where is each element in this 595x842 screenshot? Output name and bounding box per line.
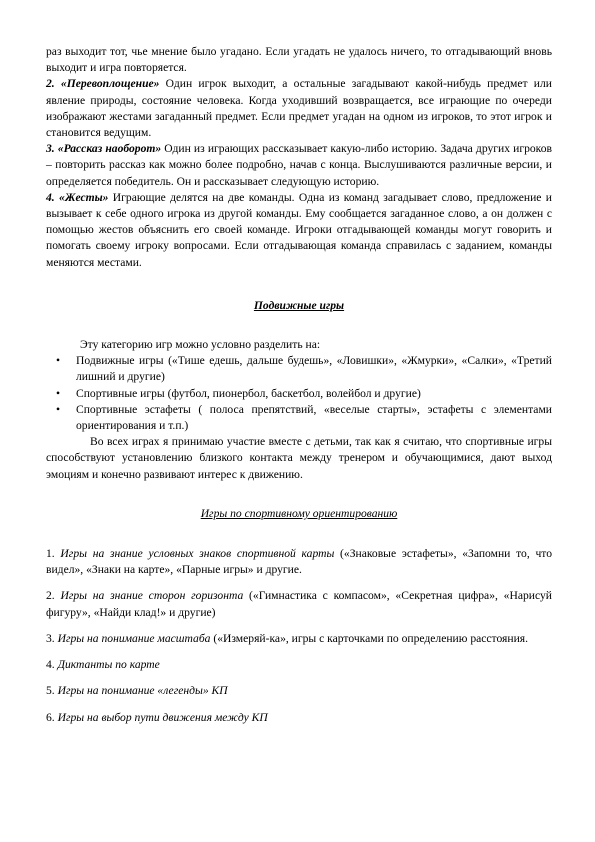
bullet-icon: • — [56, 402, 61, 416]
orienteering-list — [46, 546, 552, 726]
list-item: 6. Игры на выбор пути движения между КП — [46, 710, 268, 724]
list-item: 5. Игры на понимание «легенды» КП — [46, 684, 228, 698]
section-heading-mobile-games: Подвижные игры — [253, 298, 345, 312]
game-perevoploshchenie — [46, 76, 552, 141]
list-item: • Подвижные игры («Тише едешь, дальше будешь», «Ловишки», «Жмурки», «Салки», «Третий лишний и другие) — [56, 354, 552, 384]
game-text: Один игрок выходит, а остальные загадывают какой-нибудь предмет или явление природы, состояние человека. Когда уходивший возвращается, все играющие по очереди изображают жестами загаданный предмет. Если предмет угадан на одном из игроков, то этот игрок и становится ведущим. — [46, 77, 552, 140]
bullet-icon: • — [56, 354, 61, 368]
list-item: 2. Игры на знание сторон горизонта («Гимнастика с компасом», «Секретная цифра», «Нарисуй фигуру», «Найди клад!» и другие) — [46, 589, 552, 619]
document-page — [46, 44, 552, 726]
game-text: Играющие делятся на две команды. Одна из команд загадывает слово, предложение и вызывает к себе одного игрока из другой команды. Ему сообщается загаданное слово, а он должен с помощью жестов объяснить его своей команде. Игроки отгадывающей команды могут говорить и помогать своему игроку вопросами. Если отгадывающая команда справилась с заданием, команды меняются местами. — [46, 190, 552, 269]
intro-text: Эту категорию игр можно условно разделить на: — [80, 338, 321, 352]
bullet-icon: • — [56, 386, 61, 400]
paragraph-all-games: Во всех играх я принимаю участие вместе с детьми, так как я считаю, что спортивные игры способствуют установлению близкого контакта между тренером и обучающимися, дают выход эмоциям и конечно развивают интерес к движению. — [46, 435, 552, 481]
list-item: 4. Диктанты по карте — [46, 658, 160, 672]
game-title: 3. «Рассказ наоборот» — [46, 142, 162, 156]
categories-list — [46, 353, 552, 434]
list-item: 1. Игры на знание условных знаков спортивной карты («Знаковые эстафеты», «Запомни то, что видел», «Знаки на карте», «Парные игры» и другие. — [46, 547, 552, 577]
game-title: 2. «Перевоплощение» — [46, 77, 160, 91]
game-zhesty — [46, 190, 552, 271]
list-item: • Спортивные игры (футбол, пионербол, баскетбол, волейбол и другие) — [46, 386, 552, 402]
list-item: 3. Игры на понимание масштаба («Измеряй-ка», игры с карточками по определению расстояния. — [46, 631, 529, 645]
section-heading-orienteering: Игры по спортивному ориентированию — [200, 506, 398, 520]
paragraph-continued: раз выходит тот, чье мнение было угадано. Если угадать не удалось ничего, то отгадывающий вновь выходит и игра повторяется. — [46, 45, 552, 75]
game-text: Один из играющих рассказывает какую-либо историю. Задача других игроков – повторить рассказ как можно более подробно, начав с конца. Выслушиваются различные версии, и определяется победитель. Он и рассказывает следующую историю. — [46, 142, 552, 188]
list-item: • Спортивные эстафеты ( полоса препятствий, «веселые старты», эстафеты с элементами ориентирования и т.п.) — [56, 402, 552, 433]
game-rasskaz-naoborot — [46, 141, 552, 190]
game-title: 4. «Жесты» — [46, 190, 109, 204]
